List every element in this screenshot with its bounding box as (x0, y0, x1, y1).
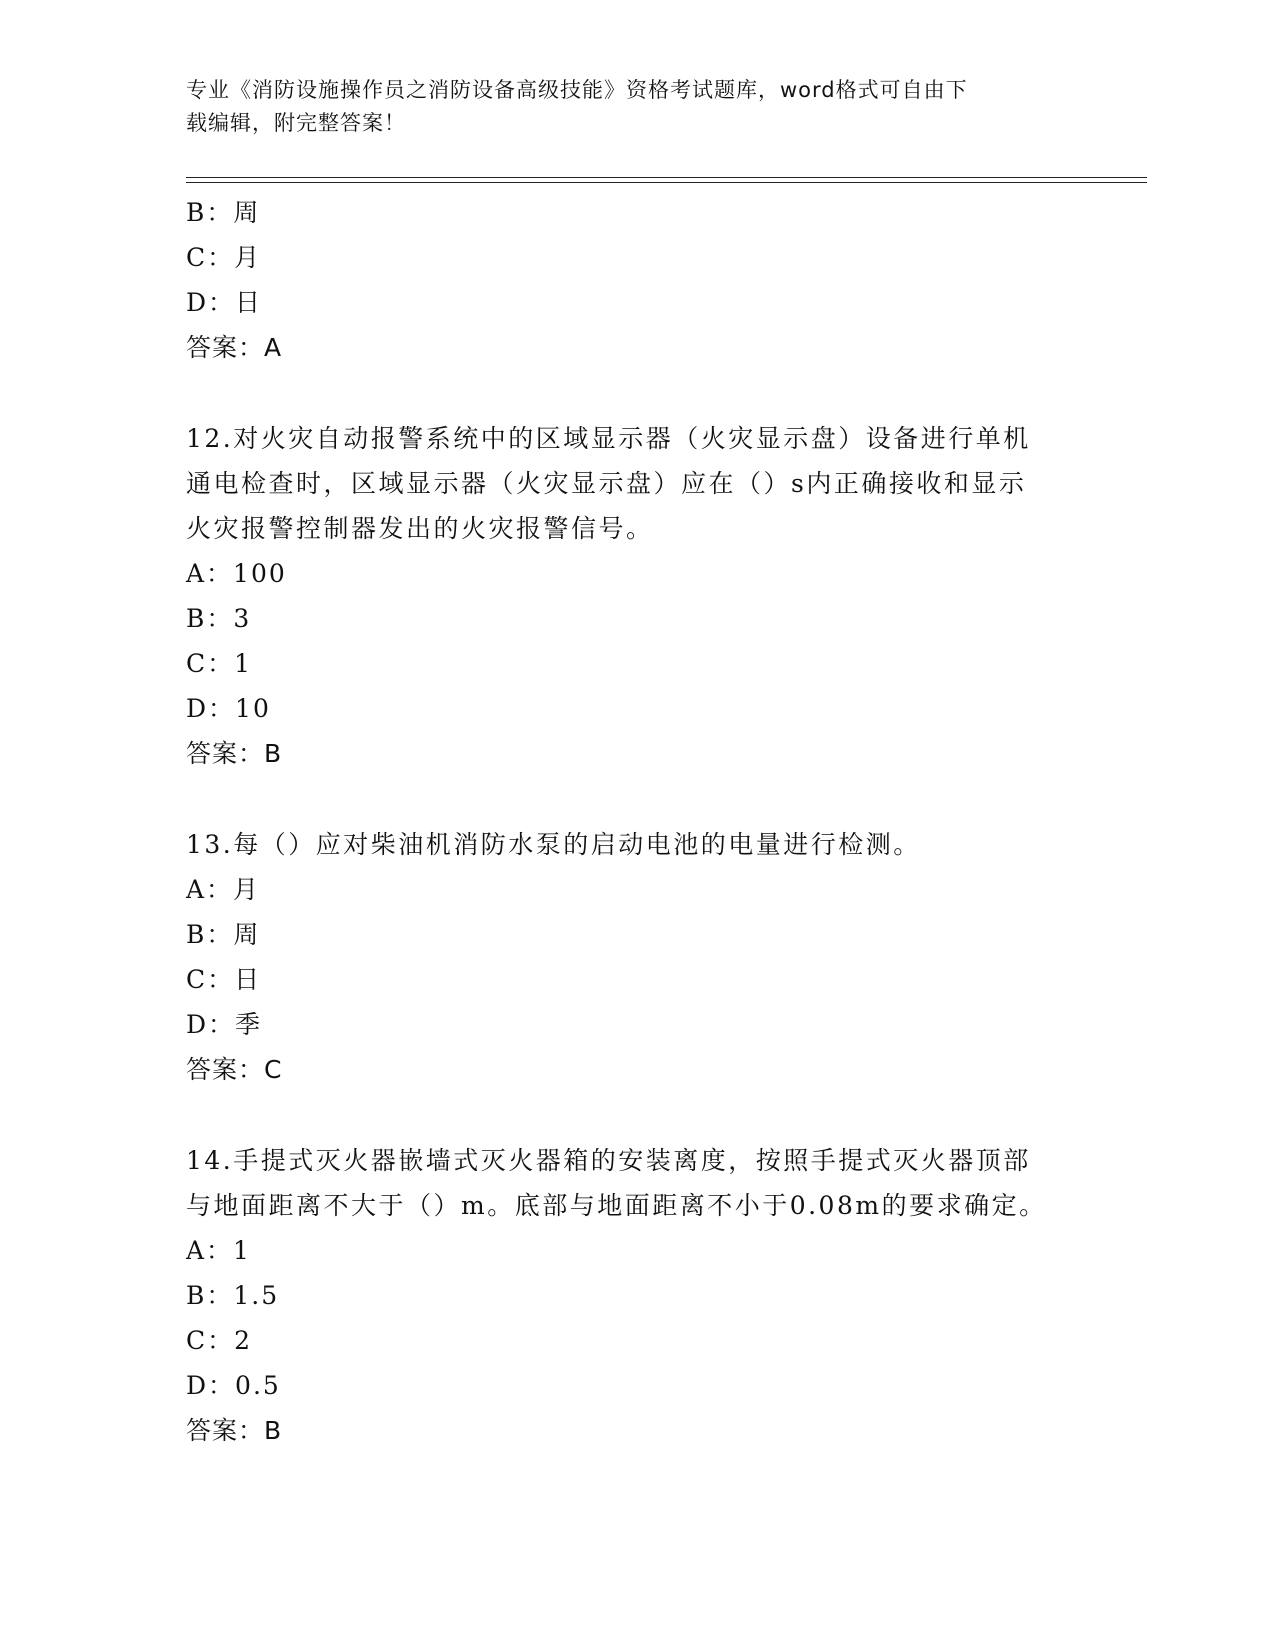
option-c: C：2 (186, 1326, 253, 1355)
header-line-1: 专业《消防设施操作员之消防设备高级技能》资格考试题库，word格式可自由下 (186, 78, 968, 102)
stem-line: 与地面距离不大于（）m。底部与地面距离不小于0.08m的要求确定。 (186, 1191, 1047, 1220)
spacer (186, 1092, 1086, 1138)
option-b: B：1.5 (186, 1281, 280, 1310)
option-c: C：1 (186, 649, 253, 678)
option-d: D：0.5 (186, 1371, 281, 1400)
stem-line: 火灾报警控制器发出的火灾报警信号。 (186, 514, 654, 543)
option-b: B：3 (186, 604, 252, 633)
question-stem (186, 822, 1066, 867)
prev-question-block (186, 190, 1086, 370)
option-a: A：100 (186, 559, 287, 588)
option-b: B：周 (186, 198, 261, 227)
header-divider-bottom (186, 182, 1147, 183)
spacer (186, 776, 1086, 822)
question-block-13 (186, 822, 1086, 1092)
stem-line: 13.每（）应对柴油机消防水泵的启动电池的电量进行检测。 (186, 830, 921, 859)
answer-line: 答案：B (186, 1416, 283, 1445)
question-stem (186, 416, 1066, 551)
question-block-12 (186, 416, 1086, 776)
answer-line: 答案：B (186, 739, 283, 768)
option-c: C：日 (186, 965, 262, 994)
stem-line: 12.对火灾自动报警系统中的区域显示器（火灾显示盘）设备进行单机 (186, 424, 1031, 453)
stem-line: 14.手提式灭火器嵌墙式灭火器箱的安装离度，按照手提式灭火器顶部 (186, 1146, 1031, 1175)
option-d: D：日 (186, 288, 263, 317)
question-block-14 (186, 1138, 1086, 1453)
stem-line: 通电检查时，区域显示器（火灾显示盘）应在（）s内正确接收和显示 (186, 469, 1027, 498)
option-d: D：10 (186, 694, 271, 723)
option-a: A：月 (186, 875, 261, 904)
option-d: D：季 (186, 1010, 263, 1039)
option-a: A：1 (186, 1236, 251, 1265)
question-stem (186, 1138, 1066, 1228)
question-list (186, 190, 1086, 1453)
option-c: C：月 (186, 243, 262, 272)
header-divider-top (186, 177, 1147, 178)
answer-line: 答案：A (186, 333, 283, 362)
header-line-2: 载编辑，附完整答案！ (186, 111, 406, 135)
answer-line: 答案：C (186, 1055, 283, 1084)
option-b: B：周 (186, 920, 261, 949)
document-header (186, 74, 1066, 140)
spacer (186, 370, 1086, 416)
